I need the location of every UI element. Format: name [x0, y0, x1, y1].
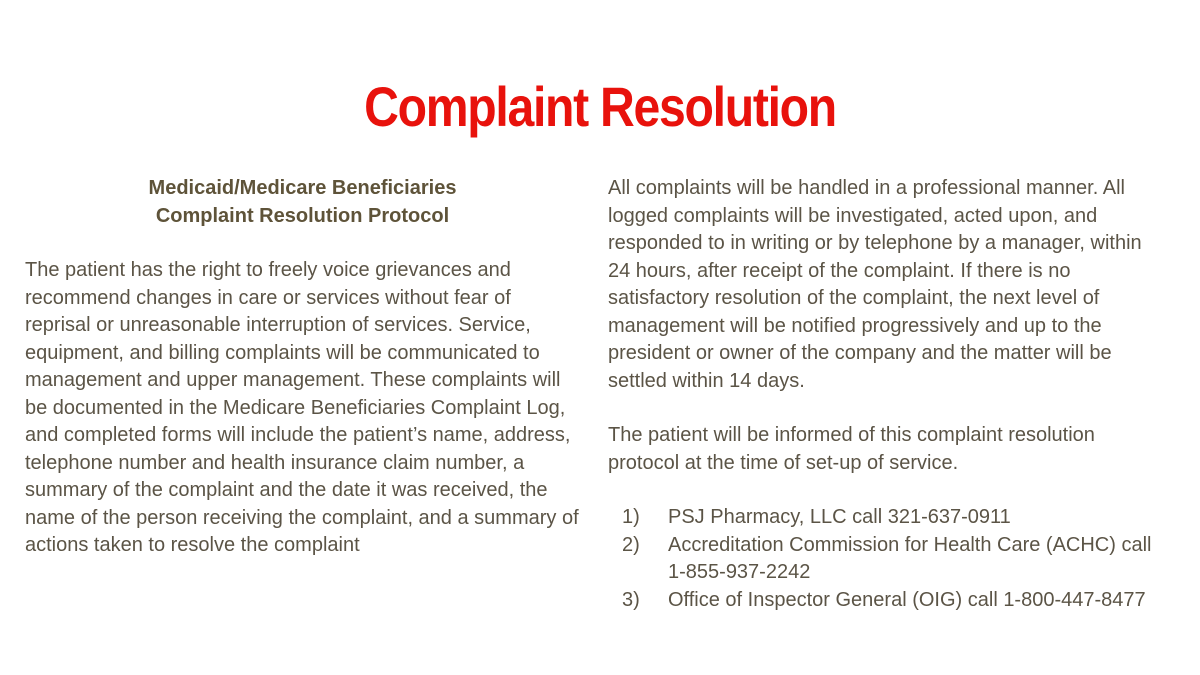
- list-item: [608, 532, 1168, 587]
- list-item: [608, 504, 1168, 532]
- contact-text: PSJ Pharmacy, LLC call 321-637-0911: [668, 506, 1011, 528]
- paragraph-spacer: [608, 477, 1168, 504]
- handling-paragraph: All complaints will be handled in a professional manner. All logged complaints will be investigated, acted upon, and responded to in writing or by telephone by a manager, within 24 hours, after receipt of the complaint. If there is no satisfactory resolution of the complaint, the next level of management will be notified progressively and up to the president or owner of the company and the matter will be settled within 14 days.: [608, 177, 1142, 392]
- list-number: 1): [622, 506, 640, 528]
- list-number: 2): [622, 533, 640, 556]
- list-number: 3): [622, 588, 640, 611]
- informed-paragraph: The patient will be informed of this complaint resolution protocol at the time of set-up of service.: [608, 424, 1095, 474]
- rights-paragraph: The patient has the right to freely voice grievances and recommend changes in care or services without fear of reprisal or unreasonable interruption of services. Service, equipment, and billing complaints will be communicated to management and upper management. These complaints will be documented in the Medicare Beneficiaries Complaint Log, and completed forms will include the patient’s name, address, telephone number and health insurance claim number, a summary of the complaint and the date it was received, the name of the person receiving the complaint, and a summary of actions taken to resolve the complaint: [25, 259, 579, 556]
- subhead-line-2: Complaint Resolution Protocol: [155, 204, 450, 227]
- right-column: [608, 175, 1168, 614]
- left-column: [25, 175, 580, 560]
- contact-list: [608, 504, 1168, 614]
- subhead-line-1: Medicaid/Medicare Beneficiaries: [148, 177, 457, 199]
- paragraph-spacer: [608, 395, 1168, 422]
- slide-title: Complaint Resolution: [364, 75, 836, 138]
- list-item: [608, 587, 1168, 615]
- contact-text: Office of Inspector General (OIG) call 1-800-447-8477: [668, 588, 1146, 611]
- contact-text: Accreditation Commission for Health Care (ACHC) call 1-855-937-2242: [668, 533, 1152, 583]
